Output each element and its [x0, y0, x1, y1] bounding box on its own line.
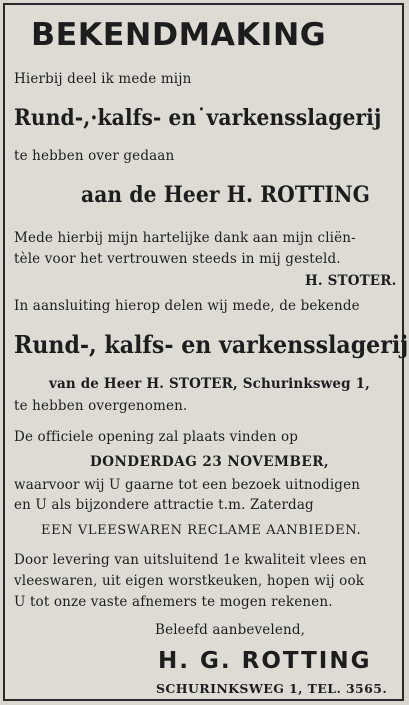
closing-address: SCHURINKSWEG 1, TEL. 3565.: [156, 681, 388, 696]
notice1-to-whom: aan de Heer H. ROTTING: [81, 182, 371, 208]
notice2-quality-line3: U tot onze vaste afnemers te mogen rekenen.: [14, 594, 333, 610]
notice2-business: Rund-, kalfs- en varkensslagerij: [14, 330, 409, 359]
notice2-promo: EEN VLEESWAREN RECLAME AANBIEDEN.: [41, 523, 362, 538]
notice1-intro: Hierbij deel ik mede mijn: [14, 71, 192, 87]
notice2-opening: De officiele opening zal plaats vinden op: [14, 429, 299, 445]
notice2-invite-line1: waarvoor wij U gaarne tot een bezoek uitnodigen: [14, 477, 361, 493]
closing-regards: Beleefd aanbevelend,: [155, 622, 306, 638]
closing-name: H. G. ROTTING: [158, 648, 372, 674]
notice2-invite-line2: en U als bijzondere attractie t.m. Zaterdag: [14, 497, 314, 513]
notice2-from-whom: van de Heer H. STOTER, Schurinksweg 1,: [49, 376, 370, 392]
notice2-date: DONDERDAG 23 NOVEMBER,: [90, 454, 330, 470]
heading: BEKENDMAKING: [31, 17, 327, 53]
notice2-intro: In aansluiting hierop delen wij mede, de bekende: [14, 298, 360, 314]
advertisement: [3, 3, 409, 701]
notice2-quality-line2: vleeswaren, uit eigen worstkeuken, hopen wij ook: [14, 573, 365, 589]
notice2-quality-line1: Door levering van uitsluitend 1e kwaliteit vlees en: [14, 552, 367, 568]
notice1-signature: H. STOTER.: [305, 273, 397, 289]
notice1-handed-over: te hebben over gedaan: [14, 148, 175, 164]
notice1-thanks-line2: tèle voor het vertrouwen steeds in mij gesteld.: [14, 251, 341, 267]
notice1-thanks-line1: Mede hierbij mijn hartelijke dank aan mijn cliën-: [14, 230, 356, 246]
notice1-business: Rund-,·kalfs- en˙varkensslagerij: [14, 105, 382, 131]
notice2-taken-over: te hebben overgenomen.: [14, 398, 188, 414]
